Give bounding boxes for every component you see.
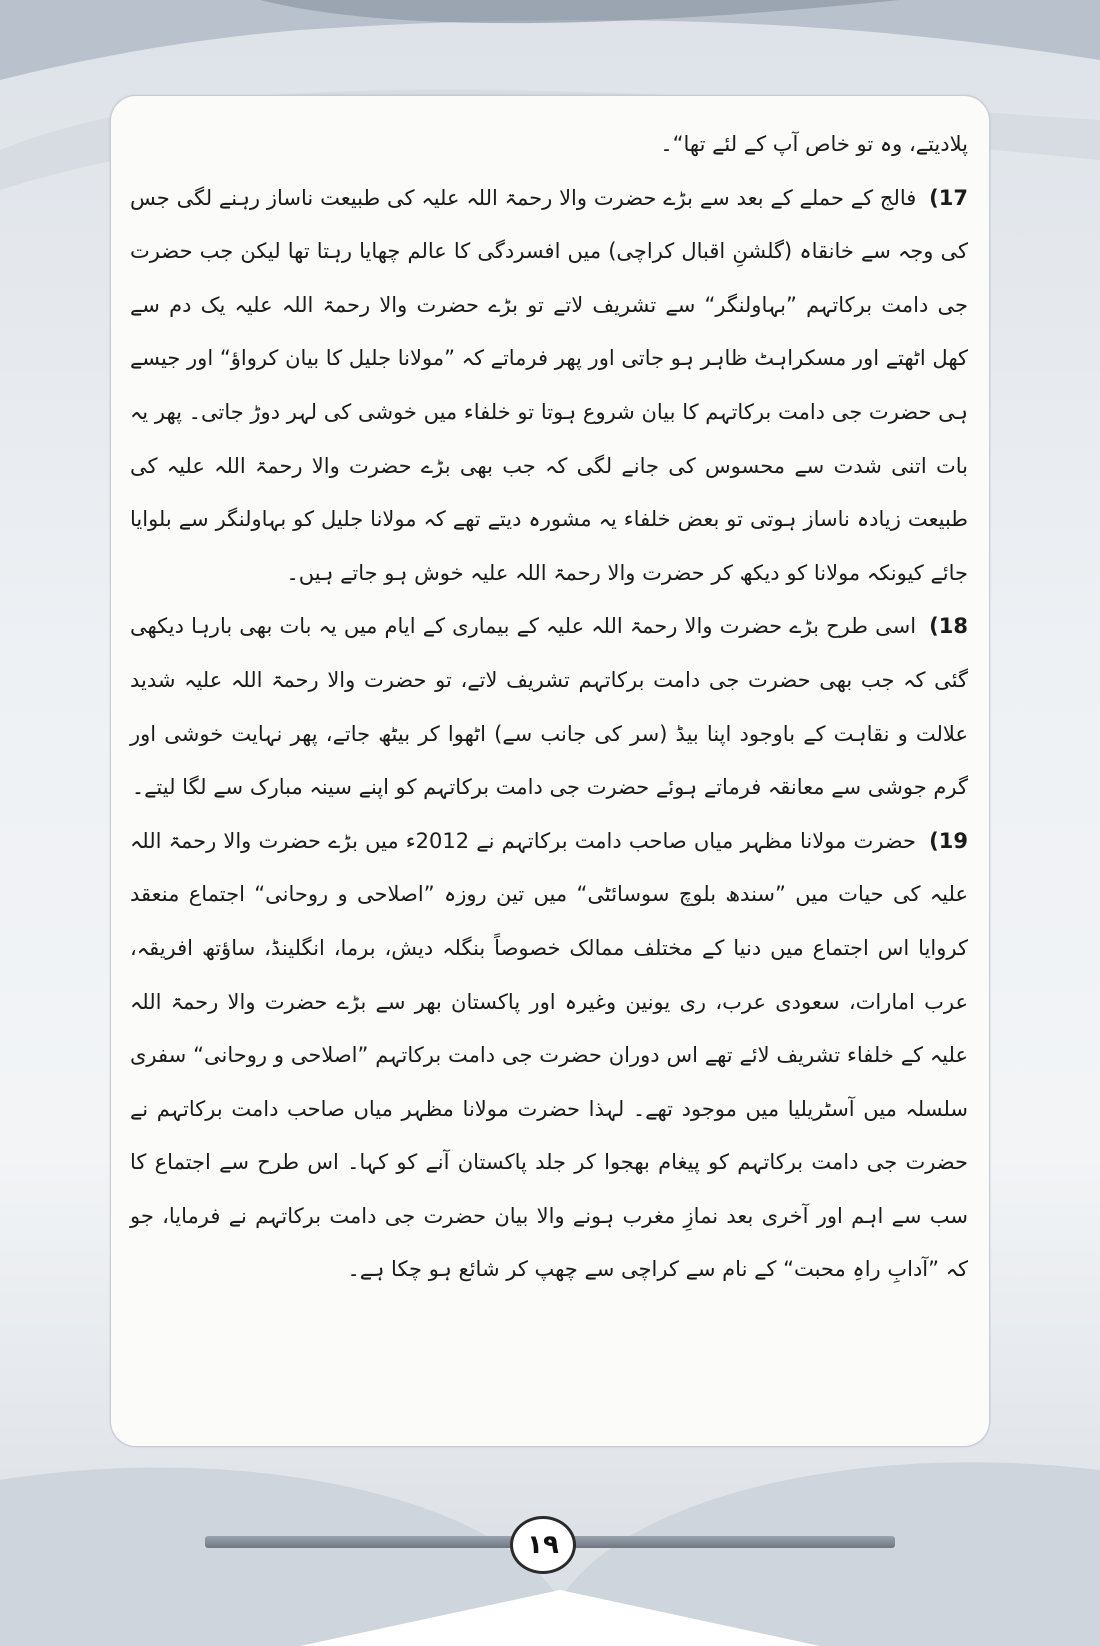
paragraph-18 [130,600,968,814]
paragraph-19 [130,815,968,1297]
paragraph-text: اسی طرح بڑے حضرت والا رحمۃ اللہ علیہ کے بیماری کے ایام میں یہ بات بھی بارہا دیکھی گئی کہ جب بھی حضرت جی دامت برکاتہم تشریف لاتے، تو حضرت والا رحمۃ اللہ علیہ شدید علالت و نقاہت کے باوجود اپنا بیڈ (سر کی جانب سے) اٹھوا کر بیٹھ جاتے، پھر نہایت خوشی اور گرم جوشی سے معانقہ فرماتے ہوئے حضرت جی دامت برکاتہم کو اپنے سینہ مبارک سے لگا لیتے۔ [130,614,968,800]
paragraph-number: 19) [929,828,968,853]
body-text [130,118,968,1297]
paragraph-number: 17) [929,185,968,210]
page-number: ١٩ [510,1516,576,1574]
paragraph-intro [130,118,968,172]
paragraph-17 [130,172,968,601]
paragraph-text: پلادیتے، وہ تو خاص آپ کے لئے تھا“۔ [660,132,968,156]
paragraph-text: حضرت مولانا مظہر میاں صاحب دامت برکاتہم نے 2012ء میں بڑے حضرت والا رحمۃ اللہ علیہ کی حیات میں ”سندھ بلوچ سوسائٹی“ میں تین روزہ ”اصلاحی و روحانی“ اجتماع منعقد کروایا اس اجتماع میں دنیا کے مختلف ممالک خصوصاً بنگلہ دیش، برما، انگلینڈ، ساؤتھ افریقہ، عرب امارات، سعودی عرب، ری یونین وغیرہ اور پاکستان بھر سے بڑے حضرت والا رحمۃ اللہ علیہ کے خلفاء تشریف لائے تھے اس دوران حضرت جی دامت برکاتہم ”اصلاحی و روحانی“ سفری سلسلہ میں آسٹریلیا میں موجود تھے۔ لہذا حضرت مولانا مظہر میاں صاحب دامت برکاتہم نے حضرت جی دامت برکاتہم کو پیغام بھجوا کر جلد پاکستان آنے کو کہا۔ اس طرح سے اجتماع کا سب سے اہم اور آخری بعد نمازِ مغرب ہونے والا بیان حضرت جی دامت برکاتہم نے فرمایا، جو کہ ”آدابِ راہِ محبت“ کے نام سے کراچی سے چھپ کر شائع ہو چکا ہے۔ [130,828,968,1282]
paragraph-number: 18) [929,614,968,639]
paragraph-text: فالج کے حملے کے بعد سے بڑے حضرت والا رحمۃ اللہ علیہ کی طبیعت ناساز رہنے لگی جس کی وجہ سے خانقاہ (گلشنِ اقبال کراچی) میں افسردگی کا عالم چھایا رہتا تھا لیکن جب حضرت جی دامت برکاتہم ”بہاولنگر“ سے تشریف لاتے تو بڑے حضرت والا رحمۃ اللہ علیہ یک دم سے کھل اٹھتے اور مسکراہٹ ظاہر ہو جاتی اور پھر فرماتے کہ ”مولانا جلیل کا بیان کرواؤ“ اور جیسے ہی حضرت جی دامت برکاتہم کا بیان شروع ہوتا تو خلفاء میں خوشی کی لہر دوڑ جاتی۔ پھر یہ بات اتنی شدت سے محسوس کی جانے لگی کہ جب بھی بڑے حضرت والا رحمۃ اللہ علیہ کی طبیعت زیادہ ناساز ہوتی تو بعض خلفاء یہ مشورہ دیتے تھے کہ مولانا جلیل کو بہاولنگر سے بلوایا جائے کیونکہ مولانا کو دیکھ کر حضرت والا رحمۃ اللہ علیہ خوش ہو جاتے ہیں۔ [130,185,968,585]
